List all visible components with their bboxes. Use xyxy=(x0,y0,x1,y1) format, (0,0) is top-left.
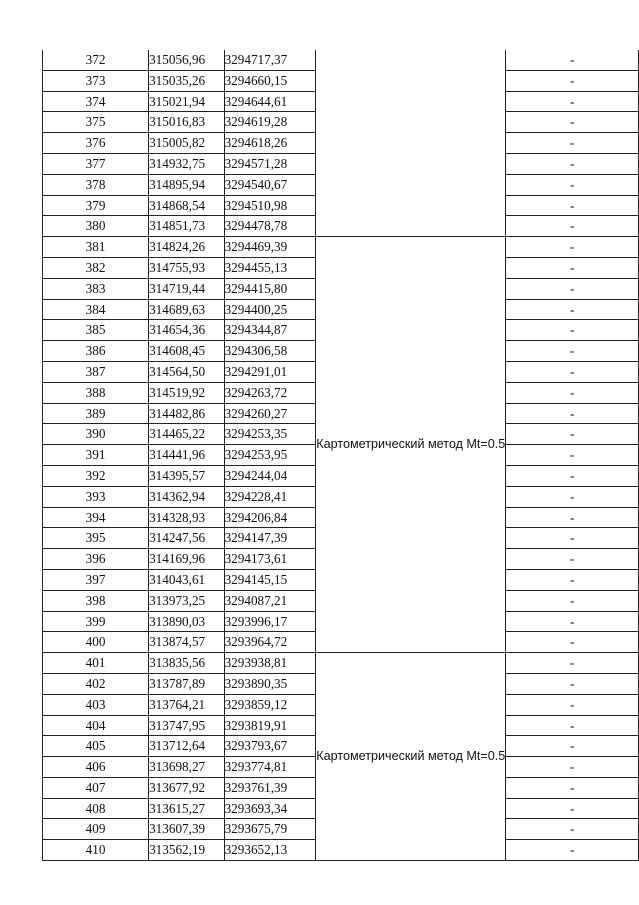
note-cell: - xyxy=(506,569,639,590)
y-coordinate-cell: 3293938,81 xyxy=(224,653,316,674)
x-coordinate-cell: 315035,26 xyxy=(149,70,225,91)
method-cell xyxy=(316,50,506,237)
y-coordinate-cell: 3294147,39 xyxy=(224,528,316,549)
x-coordinate-cell: 314328,93 xyxy=(149,507,225,528)
note-cell: - xyxy=(506,549,639,570)
x-coordinate-cell: 313835,56 xyxy=(149,653,225,674)
point-number-cell: 383 xyxy=(43,278,149,299)
note-cell: - xyxy=(506,757,639,778)
x-coordinate-cell: 315005,82 xyxy=(149,133,225,154)
x-coordinate-cell: 313698,27 xyxy=(149,757,225,778)
x-coordinate-cell: 314689,63 xyxy=(149,299,225,320)
y-coordinate-cell: 3293964,72 xyxy=(224,632,316,653)
x-coordinate-cell: 313562,19 xyxy=(149,840,225,861)
note-cell: - xyxy=(506,361,639,382)
y-coordinate-cell: 3294571,28 xyxy=(224,153,316,174)
x-coordinate-cell: 314755,93 xyxy=(149,257,225,278)
point-number-cell: 408 xyxy=(43,798,149,819)
point-number-cell: 399 xyxy=(43,611,149,632)
point-number-cell: 381 xyxy=(43,237,149,258)
method-cell: Картометрический метод Mt=0.5 xyxy=(316,653,506,861)
x-coordinate-cell: 314247,56 xyxy=(149,528,225,549)
note-cell: - xyxy=(506,715,639,736)
x-coordinate-cell: 314482,86 xyxy=(149,403,225,424)
note-cell: - xyxy=(506,91,639,112)
note-cell: - xyxy=(506,653,639,674)
y-coordinate-cell: 3294400,25 xyxy=(224,299,316,320)
note-cell: - xyxy=(506,403,639,424)
note-cell: - xyxy=(506,174,639,195)
y-coordinate-cell: 3294253,95 xyxy=(224,445,316,466)
y-coordinate-cell: 3293793,67 xyxy=(224,736,316,757)
point-number-cell: 382 xyxy=(43,257,149,278)
table-row xyxy=(43,237,639,258)
point-number-cell: 403 xyxy=(43,694,149,715)
y-coordinate-cell: 3294660,15 xyxy=(224,70,316,91)
point-number-cell: 378 xyxy=(43,174,149,195)
y-coordinate-cell: 3293761,39 xyxy=(224,777,316,798)
note-cell: - xyxy=(506,486,639,507)
note-cell: - xyxy=(506,50,639,70)
point-number-cell: 386 xyxy=(43,341,149,362)
y-coordinate-cell: 3293774,81 xyxy=(224,757,316,778)
point-number-cell: 405 xyxy=(43,736,149,757)
point-number-cell: 395 xyxy=(43,528,149,549)
x-coordinate-cell: 314608,45 xyxy=(149,341,225,362)
y-coordinate-cell: 3294145,15 xyxy=(224,569,316,590)
y-coordinate-cell: 3294618,26 xyxy=(224,133,316,154)
point-number-cell: 393 xyxy=(43,486,149,507)
y-coordinate-cell: 3293693,34 xyxy=(224,798,316,819)
x-coordinate-cell: 315016,83 xyxy=(149,112,225,133)
y-coordinate-cell: 3293675,79 xyxy=(224,819,316,840)
y-coordinate-cell: 3294469,39 xyxy=(224,237,316,258)
point-number-cell: 407 xyxy=(43,777,149,798)
point-number-cell: 410 xyxy=(43,840,149,861)
table-row xyxy=(43,50,639,70)
point-number-cell: 384 xyxy=(43,299,149,320)
x-coordinate-cell: 315056,96 xyxy=(149,50,225,70)
x-coordinate-cell: 314465,22 xyxy=(149,424,225,445)
y-coordinate-cell: 3294510,98 xyxy=(224,195,316,216)
y-coordinate-cell: 3294344,87 xyxy=(224,320,316,341)
table-row xyxy=(43,653,639,674)
coordinates-table xyxy=(42,50,639,861)
point-number-cell: 377 xyxy=(43,153,149,174)
point-number-cell: 409 xyxy=(43,819,149,840)
point-number-cell: 398 xyxy=(43,590,149,611)
note-cell: - xyxy=(506,424,639,445)
note-cell: - xyxy=(506,777,639,798)
y-coordinate-cell: 3294173,61 xyxy=(224,549,316,570)
x-coordinate-cell: 314043,61 xyxy=(149,569,225,590)
point-number-cell: 373 xyxy=(43,70,149,91)
x-coordinate-cell: 314824,26 xyxy=(149,237,225,258)
note-cell: - xyxy=(506,694,639,715)
note-cell: - xyxy=(506,320,639,341)
point-number-cell: 390 xyxy=(43,424,149,445)
note-cell: - xyxy=(506,112,639,133)
y-coordinate-cell: 3293819,91 xyxy=(224,715,316,736)
y-coordinate-cell: 3293996,17 xyxy=(224,611,316,632)
y-coordinate-cell: 3293859,12 xyxy=(224,694,316,715)
point-number-cell: 391 xyxy=(43,445,149,466)
point-number-cell: 392 xyxy=(43,465,149,486)
point-number-cell: 397 xyxy=(43,569,149,590)
note-cell: - xyxy=(506,798,639,819)
point-number-cell: 404 xyxy=(43,715,149,736)
x-coordinate-cell: 313677,92 xyxy=(149,777,225,798)
x-coordinate-cell: 314519,92 xyxy=(149,382,225,403)
x-coordinate-cell: 314851,73 xyxy=(149,216,225,237)
note-cell: - xyxy=(506,819,639,840)
x-coordinate-cell: 314169,96 xyxy=(149,549,225,570)
y-coordinate-cell: 3293652,13 xyxy=(224,840,316,861)
x-coordinate-cell: 314932,75 xyxy=(149,153,225,174)
y-coordinate-cell: 3294263,72 xyxy=(224,382,316,403)
point-number-cell: 401 xyxy=(43,653,149,674)
point-number-cell: 387 xyxy=(43,361,149,382)
x-coordinate-cell: 313615,27 xyxy=(149,798,225,819)
x-coordinate-cell: 314362,94 xyxy=(149,486,225,507)
x-coordinate-cell: 313890,03 xyxy=(149,611,225,632)
point-number-cell: 380 xyxy=(43,216,149,237)
x-coordinate-cell: 314868,54 xyxy=(149,195,225,216)
note-cell: - xyxy=(506,195,639,216)
x-coordinate-cell: 314395,57 xyxy=(149,465,225,486)
point-number-cell: 406 xyxy=(43,757,149,778)
y-coordinate-cell: 3294644,61 xyxy=(224,91,316,112)
point-number-cell: 394 xyxy=(43,507,149,528)
point-number-cell: 402 xyxy=(43,673,149,694)
note-cell: - xyxy=(506,507,639,528)
y-coordinate-cell: 3294244,04 xyxy=(224,465,316,486)
x-coordinate-cell: 314654,36 xyxy=(149,320,225,341)
x-coordinate-cell: 314441,96 xyxy=(149,445,225,466)
x-coordinate-cell: 313973,25 xyxy=(149,590,225,611)
point-number-cell: 374 xyxy=(43,91,149,112)
x-coordinate-cell: 313874,57 xyxy=(149,632,225,653)
y-coordinate-cell: 3294087,21 xyxy=(224,590,316,611)
note-cell: - xyxy=(506,153,639,174)
note-cell: - xyxy=(506,840,639,861)
point-number-cell: 389 xyxy=(43,403,149,424)
x-coordinate-cell: 315021,94 xyxy=(149,91,225,112)
y-coordinate-cell: 3294253,35 xyxy=(224,424,316,445)
note-cell: - xyxy=(506,257,639,278)
y-coordinate-cell: 3294206,84 xyxy=(224,507,316,528)
point-number-cell: 400 xyxy=(43,632,149,653)
point-number-cell: 385 xyxy=(43,320,149,341)
x-coordinate-cell: 313712,64 xyxy=(149,736,225,757)
x-coordinate-cell: 313787,89 xyxy=(149,673,225,694)
x-coordinate-cell: 313764,21 xyxy=(149,694,225,715)
method-cell: Картометрический метод Mt=0.5 xyxy=(316,237,506,653)
note-cell: - xyxy=(506,736,639,757)
y-coordinate-cell: 3294228,41 xyxy=(224,486,316,507)
point-number-cell: 376 xyxy=(43,133,149,154)
y-coordinate-cell: 3294260,27 xyxy=(224,403,316,424)
note-cell: - xyxy=(506,445,639,466)
note-cell: - xyxy=(506,611,639,632)
y-coordinate-cell: 3294717,37 xyxy=(224,50,316,70)
point-number-cell: 396 xyxy=(43,549,149,570)
y-coordinate-cell: 3294619,28 xyxy=(224,112,316,133)
point-number-cell: 375 xyxy=(43,112,149,133)
note-cell: - xyxy=(506,382,639,403)
note-cell: - xyxy=(506,278,639,299)
x-coordinate-cell: 313747,95 xyxy=(149,715,225,736)
y-coordinate-cell: 3293890,35 xyxy=(224,673,316,694)
note-cell: - xyxy=(506,590,639,611)
note-cell: - xyxy=(506,632,639,653)
y-coordinate-cell: 3294291,01 xyxy=(224,361,316,382)
y-coordinate-cell: 3294478,78 xyxy=(224,216,316,237)
note-cell: - xyxy=(506,133,639,154)
y-coordinate-cell: 3294306,58 xyxy=(224,341,316,362)
y-coordinate-cell: 3294540,67 xyxy=(224,174,316,195)
note-cell: - xyxy=(506,299,639,320)
x-coordinate-cell: 313607,39 xyxy=(149,819,225,840)
y-coordinate-cell: 3294455,13 xyxy=(224,257,316,278)
point-number-cell: 372 xyxy=(43,50,149,70)
point-number-cell: 388 xyxy=(43,382,149,403)
note-cell: - xyxy=(506,341,639,362)
x-coordinate-cell: 314719,44 xyxy=(149,278,225,299)
note-cell: - xyxy=(506,237,639,258)
note-cell: - xyxy=(506,528,639,549)
x-coordinate-cell: 314564,50 xyxy=(149,361,225,382)
note-cell: - xyxy=(506,70,639,91)
y-coordinate-cell: 3294415,80 xyxy=(224,278,316,299)
x-coordinate-cell: 314895,94 xyxy=(149,174,225,195)
point-number-cell: 379 xyxy=(43,195,149,216)
note-cell: - xyxy=(506,673,639,694)
coordinates-table-body xyxy=(43,50,639,861)
note-cell: - xyxy=(506,216,639,237)
note-cell: - xyxy=(506,465,639,486)
